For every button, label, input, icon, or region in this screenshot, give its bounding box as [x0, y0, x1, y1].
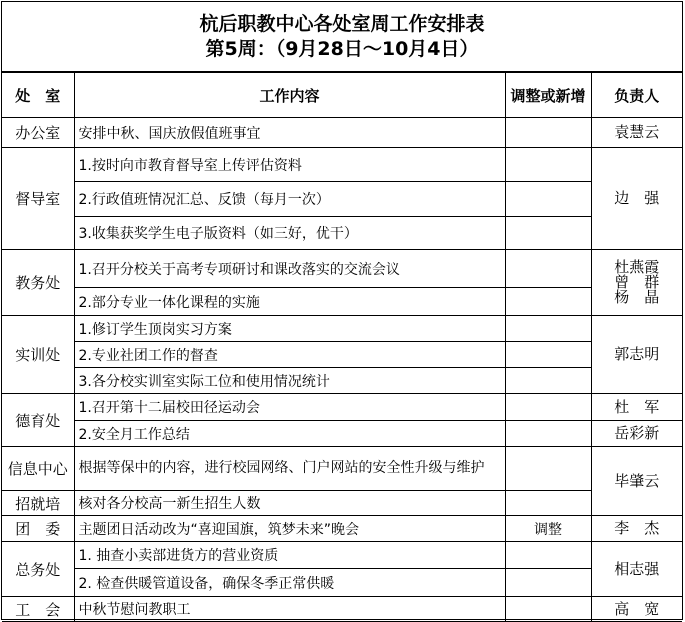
owner-cell [591, 250, 682, 316]
adjust-cell [505, 569, 591, 597]
adjust-cell [505, 316, 591, 342]
table-row [2, 250, 682, 288]
table-row [2, 542, 682, 569]
owner-cell: 相志强 [591, 542, 682, 597]
adjust-cell [505, 597, 591, 622]
dept-office: 办公室 [2, 118, 74, 148]
dept-moral: 德育处 [2, 394, 74, 447]
dept-training: 实训处 [2, 316, 74, 394]
adjust-cell [505, 288, 591, 316]
col-header-adjust: 调整或新增 [505, 73, 591, 118]
owner-name: 杜燕霞 [614, 258, 660, 276]
schedule-table [2, 72, 682, 622]
dept-general: 总务处 [2, 542, 74, 597]
owner-name: 曾 群 [614, 273, 660, 291]
dept-union: 工 会 [2, 597, 74, 622]
header-row [2, 73, 682, 118]
dept-enrollment: 招就培 [2, 491, 74, 516]
owner-cell: 岳彩新 [591, 421, 682, 447]
adjust-cell [505, 250, 591, 288]
adjust-cell [505, 421, 591, 447]
adjust-cell [505, 447, 591, 491]
table-row [2, 217, 682, 250]
task-cell: 1. 抽查小卖部进货方的营业资质 [74, 542, 505, 569]
table-row [2, 182, 682, 217]
task-cell: 2.专业社团工作的督查 [74, 342, 505, 368]
task-cell: 2.部分专业一体化课程的实施 [74, 288, 505, 316]
table-row [2, 447, 682, 491]
task-cell: 核对各分校高一新生招生人数 [74, 491, 505, 516]
owner-cell: 郭志明 [591, 316, 682, 394]
task-cell: 2.行政值班情况汇总、反馈（每月一次） [74, 182, 505, 217]
task-cell: 1.按时向市教育督导室上传评估资料 [74, 148, 505, 182]
col-header-content: 工作内容 [74, 73, 505, 118]
schedule-sheet [1, 1, 683, 620]
adjust-cell: 调整 [505, 516, 591, 542]
task-cell: 3.各分校实训室实际工位和使用情况统计 [74, 368, 505, 394]
table-row [2, 368, 682, 394]
task-cell: 安排中秋、国庆放假值班事宜 [74, 118, 505, 148]
task-cell: 2. 检查供暖管道设备，确保冬季正常供暖 [74, 569, 505, 597]
week-range: 第5周：（9月28日～10月4日） [205, 38, 479, 60]
sheet-title: 杭后职教中心各处室周工作安排表 [199, 13, 485, 35]
task-cell: 3.收集获奖学生电子版资料（如三好，优干） [74, 217, 505, 250]
table-row [2, 491, 682, 516]
table-row [2, 118, 682, 148]
table-row [2, 394, 682, 421]
task-cell: 1.召开第十二届校田径运动会 [74, 394, 505, 421]
adjust-cell [505, 542, 591, 569]
task-cell: 中秋节慰问教职工 [74, 597, 505, 622]
task-cell: 根据等保中的内容，进行校园网络、门户网站的安全性升级与维护 [74, 447, 505, 491]
adjust-cell [505, 148, 591, 182]
owner-name: 杨 晶 [614, 288, 660, 306]
table-row [2, 597, 682, 622]
adjust-cell [505, 217, 591, 250]
task-cell: 1.修订学生顶岗实习方案 [74, 316, 505, 342]
table-row [2, 421, 682, 447]
col-header-dept: 处 室 [2, 73, 74, 118]
table-row [2, 569, 682, 597]
col-header-owner: 负责人 [591, 73, 682, 118]
table-row [2, 342, 682, 368]
dept-academic: 教务处 [2, 250, 74, 316]
owner-cell: 李 杰 [591, 516, 682, 542]
task-cell: 2.安全月工作总结 [74, 421, 505, 447]
owner-cell: 毕肇云 [591, 447, 682, 516]
table-row [2, 288, 682, 316]
owner-cell: 边 强 [591, 148, 682, 250]
table-row [2, 316, 682, 342]
adjust-cell [505, 342, 591, 368]
task-cell: 1.召开分校关于高考专项研讨和课改落实的交流会议 [74, 250, 505, 288]
adjust-cell [505, 394, 591, 421]
dept-league: 团 委 [2, 516, 74, 542]
owner-cell: 高 宽 [591, 597, 682, 622]
dept-info: 信息中心 [2, 447, 74, 491]
table-row [2, 516, 682, 542]
table-row [2, 148, 682, 182]
task-cell: 主题团日活动改为“喜迎国旗，筑梦未来”晚会 [74, 516, 505, 542]
adjust-cell [505, 118, 591, 148]
adjust-cell [505, 491, 591, 516]
adjust-cell [505, 182, 591, 217]
title-block [2, 2, 682, 72]
owner-cell: 杜 军 [591, 394, 682, 421]
adjust-cell [505, 368, 591, 394]
owner-cell: 袁慧云 [591, 118, 682, 148]
dept-supervision: 督导室 [2, 148, 74, 250]
